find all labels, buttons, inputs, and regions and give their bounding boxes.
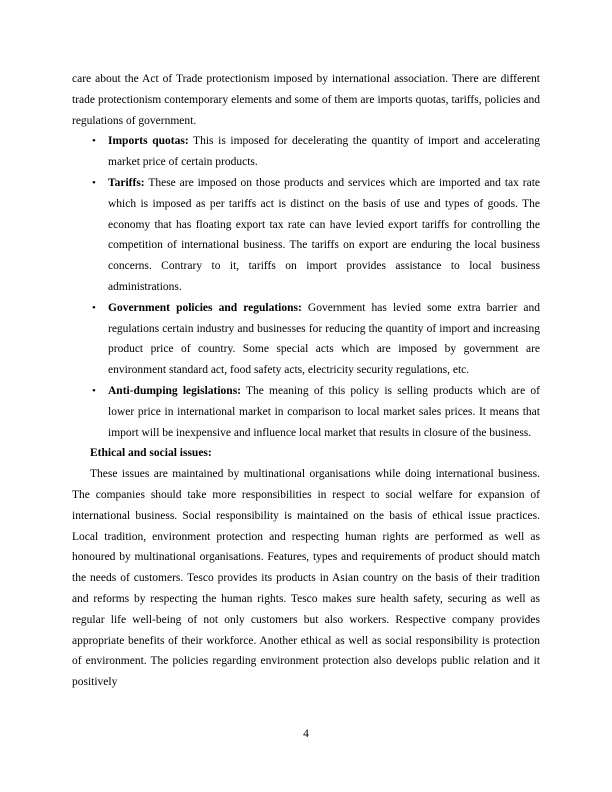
bullet-list [72,131,540,443]
section-heading: Ethical and social issues: [90,447,212,460]
bullet-term: Tariffs: [108,176,145,189]
page-number: 4 [303,728,309,740]
bullet-icon: • [92,301,96,314]
bullet-term: Imports quotas: [108,135,189,148]
bullet-text: The meaning of this policy is selling products which are of lower price in international market in comparison to local market sales prices. It means that import will be inexpensive and influence local market that results in closure of the business. [108,384,540,439]
bullet-icon: • [92,176,96,189]
page-body [72,69,540,693]
bullet-text: These are imposed on those products and services which are imported and tax rate which is imposed as per tariffs act is distinct on the basis of use and types of goods. The economy that has floating export tax rate can have levied export tariffs for controlling the competition of international business. The tariffs on export are enduring the local business concerns. Contrary to it, tariffs on import provides assistance to local business administrations. [108,176,540,293]
bullet-term: Government policies and regulations: [108,301,302,314]
bullet-text: This is imposed for decelerating the quantity of import and accelerating market price of certain products. [108,135,540,169]
bullet-icon: • [92,135,96,148]
bullet-item-government-policies [72,298,540,381]
bullet-item-tariffs [72,173,540,298]
bullet-text: Government has levied some extra barrier and regulations certain industry and businesses for reducing the quantity of import and increasing product price of country. Some special acts which are imposed by government are environment standard act, food safety acts, electricity security regulations, etc. [108,301,540,377]
ethical-social-paragraph: These issues are maintained by multinational organisations while doing international business. The companies should take more responsibilities in respect to social welfare for expansion of international business. Social responsibility is maintained on the basis of ethical issue practices. Local tradition, environment protection and respecting human rights are performed as well as honoured by multinational organisations. Features, types and requirements of product should match the needs of customers. Tesco provides its products in Asian country on the basis of their tradition and reforms by respecting the human rights. Tesco makes sure health safety, securing as well as regular life well-being of not only customers but also workers. Respective company provides appropriate benefits of their workforce. Another ethical as well as social responsibility is protection of environment. The policies regarding environment protection also develops public relation and it positively [72,468,540,689]
bullet-item-imports-quotas [72,131,540,173]
bullet-term: Anti-dumping legislations: [108,384,241,397]
intro-paragraph: care about the Act of Trade protectionism imposed by international association. There are different trade protectionism contemporary elements and some of them are imports quotas, tariffs, policies and regulations of government. [72,73,540,127]
bullet-icon: • [92,384,96,397]
bullet-item-anti-dumping [72,381,540,443]
